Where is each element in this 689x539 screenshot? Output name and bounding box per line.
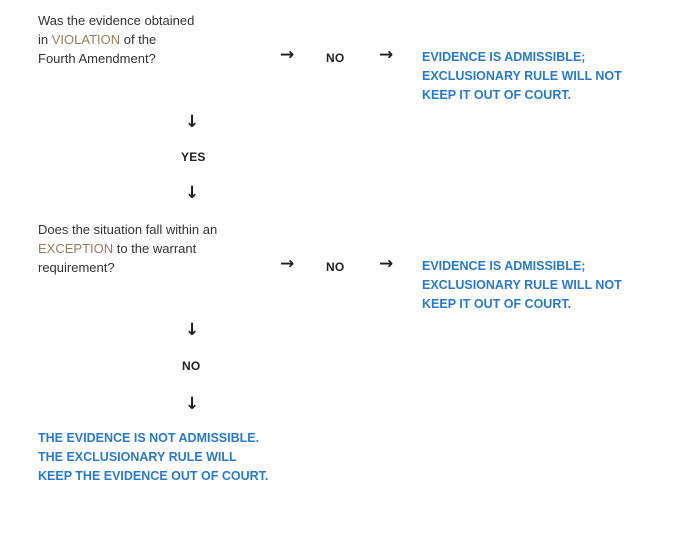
question-1-line-2	[38, 30, 194, 49]
final-outcome-line: THE EXCLUSIONARY RULE WILL	[38, 450, 237, 464]
right-arrow-icon: →	[379, 45, 394, 65]
final-outcome-line: KEEP THE EVIDENCE OUT OF COURT.	[38, 469, 269, 483]
down-arrow-icon: ↓	[185, 183, 200, 203]
question-1-prefix: in	[38, 32, 52, 47]
question-1-suffix: of the	[120, 32, 157, 47]
question-2-suffix: to the warrant	[113, 241, 197, 256]
question-1-highlight: VIOLATION	[51, 32, 121, 47]
right-arrow-icon: →	[280, 45, 295, 65]
down-arrow-icon: ↓	[185, 394, 200, 414]
down-arrow-icon: ↓	[185, 112, 200, 132]
question-2	[38, 220, 217, 277]
question-1-line-3: Fourth Amendment?	[38, 51, 156, 66]
outcome-1-line: EXCLUSIONARY RULE WILL NOT	[422, 69, 622, 83]
down-arrow-icon: ↓	[185, 320, 200, 340]
final-outcome-line: THE EVIDENCE IS NOT ADMISSIBLE.	[38, 431, 260, 445]
outcome-2	[422, 257, 622, 314]
right-arrow-icon: →	[280, 254, 295, 274]
outcome-2-line: EVIDENCE IS ADMISSIBLE;	[422, 259, 586, 273]
question-2-highlight: EXCEPTION	[38, 241, 114, 256]
question-2-line-1: Does the situation fall within an	[38, 222, 218, 237]
outcome-2-line: EXCLUSIONARY RULE WILL NOT	[422, 278, 622, 292]
no-label-2: NO	[326, 260, 345, 274]
no-label-1: NO	[326, 51, 345, 65]
question-2-line-2	[38, 239, 217, 258]
no-label-3: NO	[182, 359, 201, 373]
outcome-1-line: KEEP IT OUT OF COURT.	[422, 88, 572, 102]
right-arrow-icon: →	[379, 254, 394, 274]
yes-label: YES	[181, 150, 206, 164]
outcome-1-line: EVIDENCE IS ADMISSIBLE;	[422, 50, 586, 64]
question-1	[38, 11, 194, 68]
outcome-1	[422, 48, 622, 105]
outcome-2-line: KEEP IT OUT OF COURT.	[422, 297, 572, 311]
final-outcome	[38, 429, 268, 486]
question-1-line-1: Was the evidence obtained	[38, 13, 195, 28]
question-2-line-3: requirement?	[38, 260, 115, 275]
